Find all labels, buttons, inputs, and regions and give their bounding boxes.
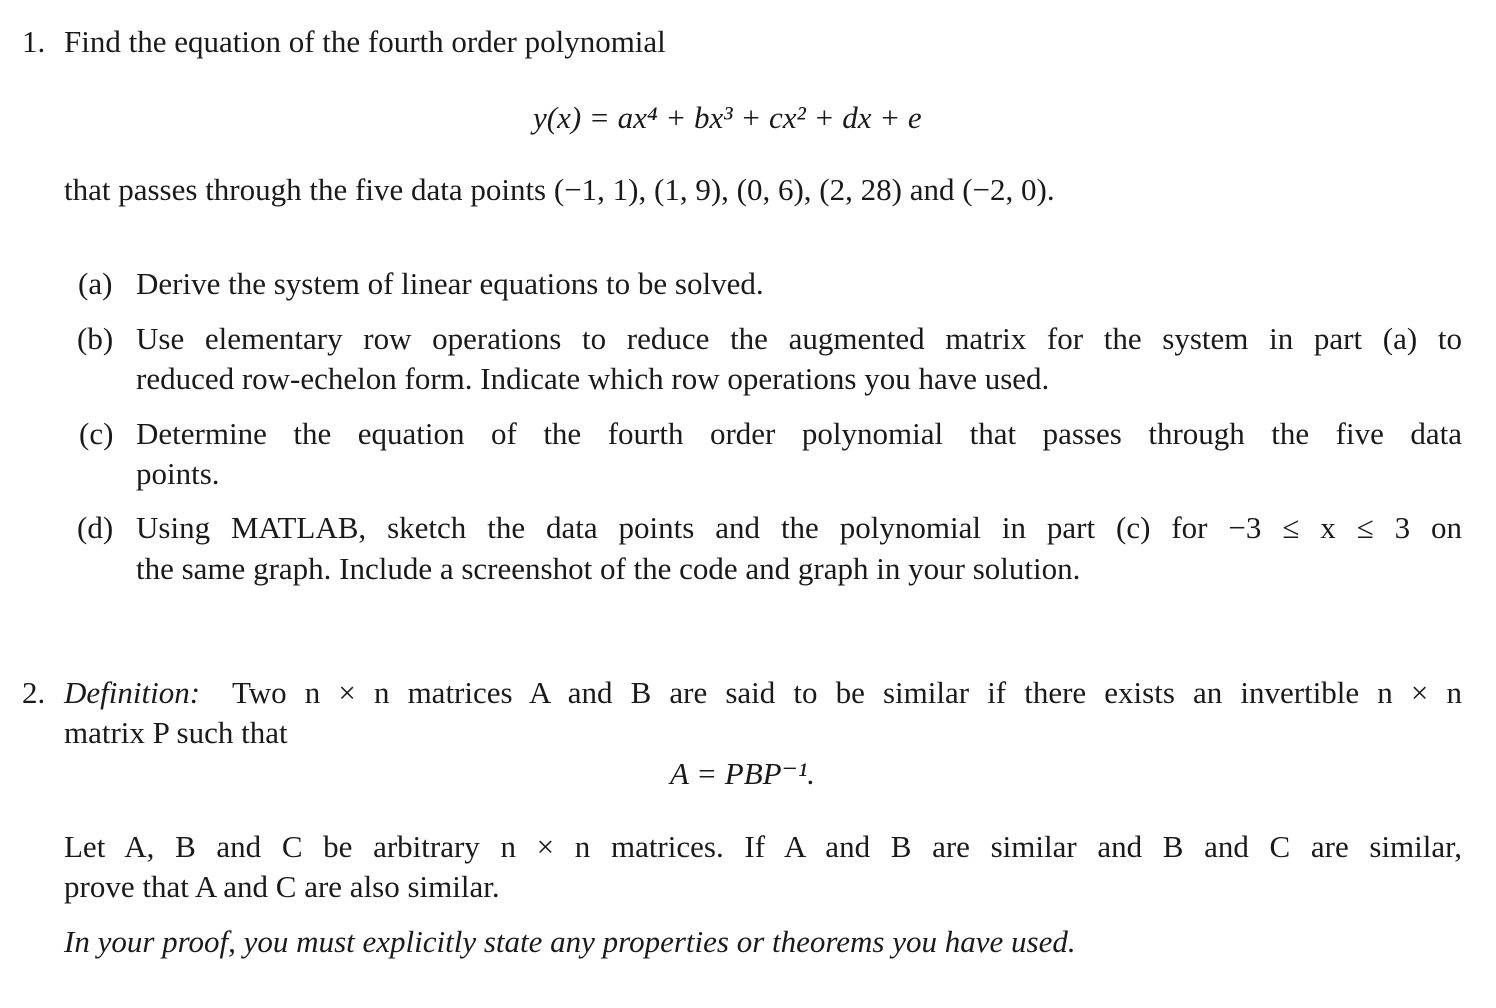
q1-equation-text: y(x) = ax⁴ + bx³ + cx² + dx + e	[533, 100, 922, 135]
q2-note: In your proof, you must explicitly state any properties or theorems you have used.	[64, 924, 1076, 959]
q1-part-d-line-2: the same graph. Include a screenshot of the code and graph in your solution.	[136, 551, 1081, 586]
q1-part-c-line-2: points.	[136, 456, 220, 491]
q1-part-d-line-1: Using MATLAB, sketch the data points and the polynomial in part (c) for −3 ≤ x ≤ 3 on	[136, 510, 1462, 545]
q1-part-d-label: (d)	[77, 510, 114, 545]
q1-number: 1.	[22, 24, 46, 59]
q1-part-a-label: (a)	[78, 266, 113, 301]
q1-part-b-line-2: reduced row-echelon form. Indicate which row operations you have used.	[136, 361, 1050, 396]
q2-definition-label: Definition:	[64, 675, 201, 710]
q2-task-line-2: prove that A and C are also similar.	[64, 869, 500, 904]
q1-part-a-line-1: Derive the system of linear equations to be solved.	[136, 266, 764, 301]
q1-points-sentence: that passes through the five data points (−1, 1), (1, 9), (0, 6), (2, 28) and (−2, 0).	[64, 172, 1055, 207]
q1-part-b-line-1: Use elementary row operations to reduce the augmented matrix for the system in part (a) to	[136, 321, 1462, 356]
q1-equation	[533, 98, 922, 138]
q2-equation: A = PBP⁻¹.	[670, 756, 816, 791]
q1-part-c-line-1: Determine the equation of the fourth order polynomial that passes through the five data	[136, 416, 1462, 451]
q1-part-c-label: (c)	[79, 416, 114, 451]
q1-intro: Find the equation of the fourth order polynomial	[64, 24, 666, 59]
q2-definition-line-2: matrix P such that	[64, 715, 288, 750]
q2-task-line-1: Let A, B and C be arbitrary n × n matrices. If A and B are similar and B and C are similar,	[64, 829, 1462, 864]
q2-definition-line-1: Two n × n matrices A and B are said to be similar if there exists an invertible n × n	[232, 675, 1462, 710]
q2-number: 2.	[22, 675, 46, 710]
q1-part-b-label: (b)	[77, 321, 114, 356]
